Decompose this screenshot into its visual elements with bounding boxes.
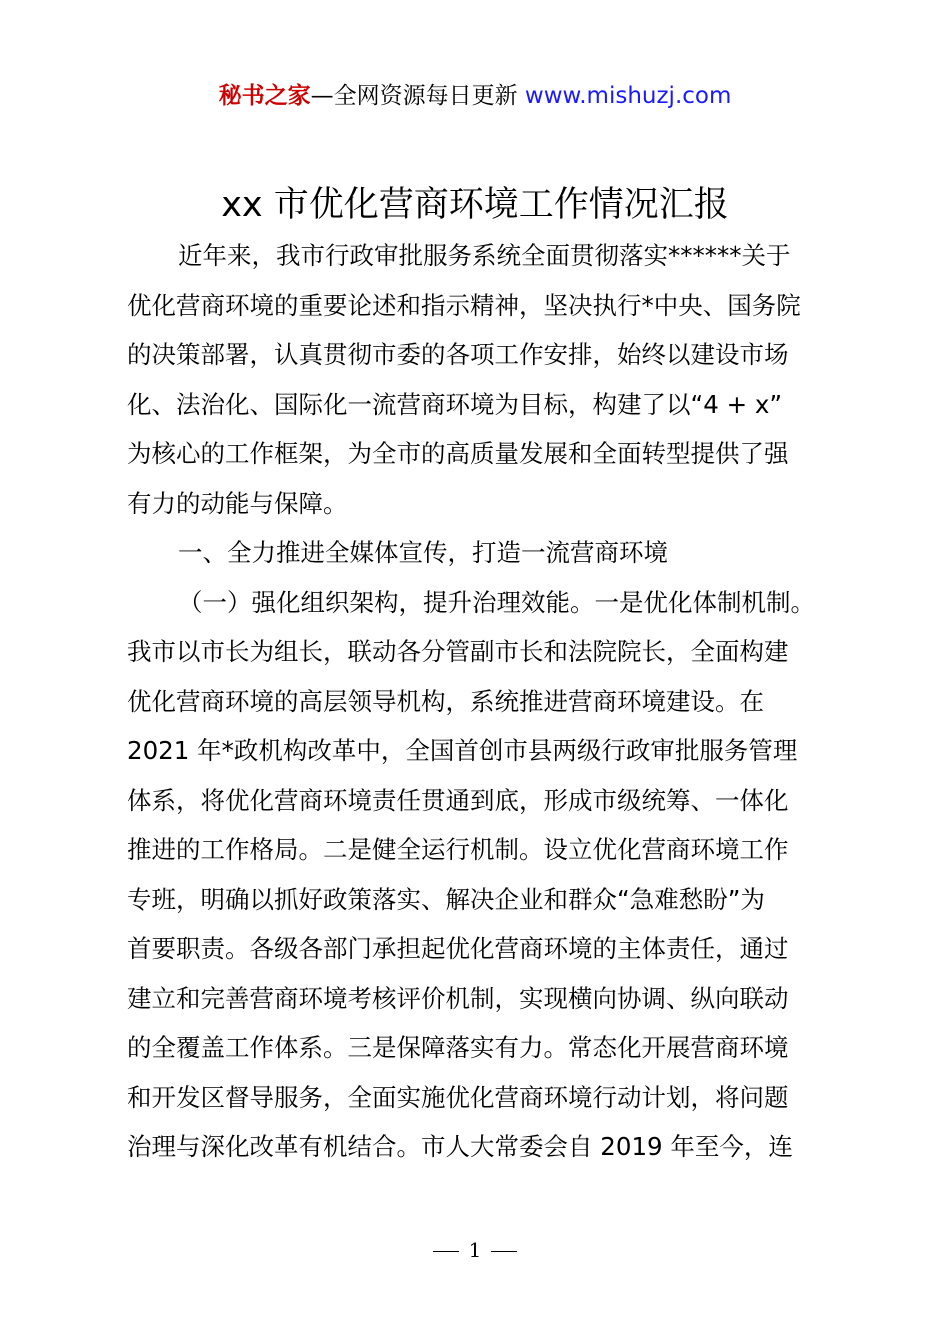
paragraph-line: 治理与深化改革有机结合。市人大常委会自 2019 年至今，连 [127,1132,793,1161]
paragraph-line: 有力的动能与保障。 [127,488,348,518]
paragraph-line: 为核心的工作框架，为全市的高质量发展和全面转型提供了强 [127,439,789,468]
paragraph-line: 建立和完善营商环境考核评价机制，实现横向协调、纵向联动 [127,983,789,1013]
page-number-dash-right [491,1251,517,1252]
paragraph-line: 优化营商环境的重要论述和指示精神，坚决执行*中央、国务院 [127,290,801,320]
paragraph-line: 化、法治化、国际化一流营商环境为目标，构建了以“4 + x” [127,389,783,419]
document-title: xx 市优化营商环境工作情况汇报 [221,185,729,225]
paragraph-line: 优化营商环境的高层领导机构，系统推进营商环境建设。在 [127,686,764,716]
site-url[interactable]: www.mishuzj.com [524,83,732,109]
paragraph-line: （一）强化组织架构，提升治理效能。一是优化体制机制。 [178,587,815,617]
site-header [0,80,950,112]
paragraph-line: 推进的工作格局。二是健全运行机制。设立优化营商环境工作 [127,835,789,864]
paragraph-line: 和开发区督导服务，全面实施优化营商环境行动计划，将问题 [127,1082,789,1112]
paragraph-line: 我市以市长为组长，联动各分管副市长和法院院长，全面构建 [127,637,789,666]
document-body [127,231,839,1172]
paragraph-line: 首要职责。各级各部门承担起优化营商环境的主体责任，通过 [127,934,789,963]
section-heading: 一、全力推进全媒体宣传，打造一流营商环境 [178,538,668,567]
paragraph-line: 的决策部署，认真贯彻市委的各项工作安排，始终以建设市场 [127,340,789,369]
page-number-dash-left [433,1251,459,1252]
paragraph-line: 2021 年*政机构改革中，全国首创市县两级行政审批服务管理 [127,736,798,765]
paragraph-line: 近年来，我市行政审批服务系统全面贯彻落实******关于 [178,241,791,270]
page-footer [0,1236,950,1264]
paragraph-line: 专班，明确以抓好政策落实、解决企业和群众“急难愁盼”为 [127,884,765,914]
site-brand: 秘书之家 [218,83,311,109]
page-number: 1 [468,1238,482,1262]
paragraph-line: 的全覆盖工作体系。三是保障落实有力。常态化开展营商环境 [127,1033,789,1062]
paragraph-line: 体系，将优化营商环境责任贯通到底，形成市级统筹、一体化 [127,785,789,815]
site-slogan: —全网资源每日更新 [310,83,518,109]
